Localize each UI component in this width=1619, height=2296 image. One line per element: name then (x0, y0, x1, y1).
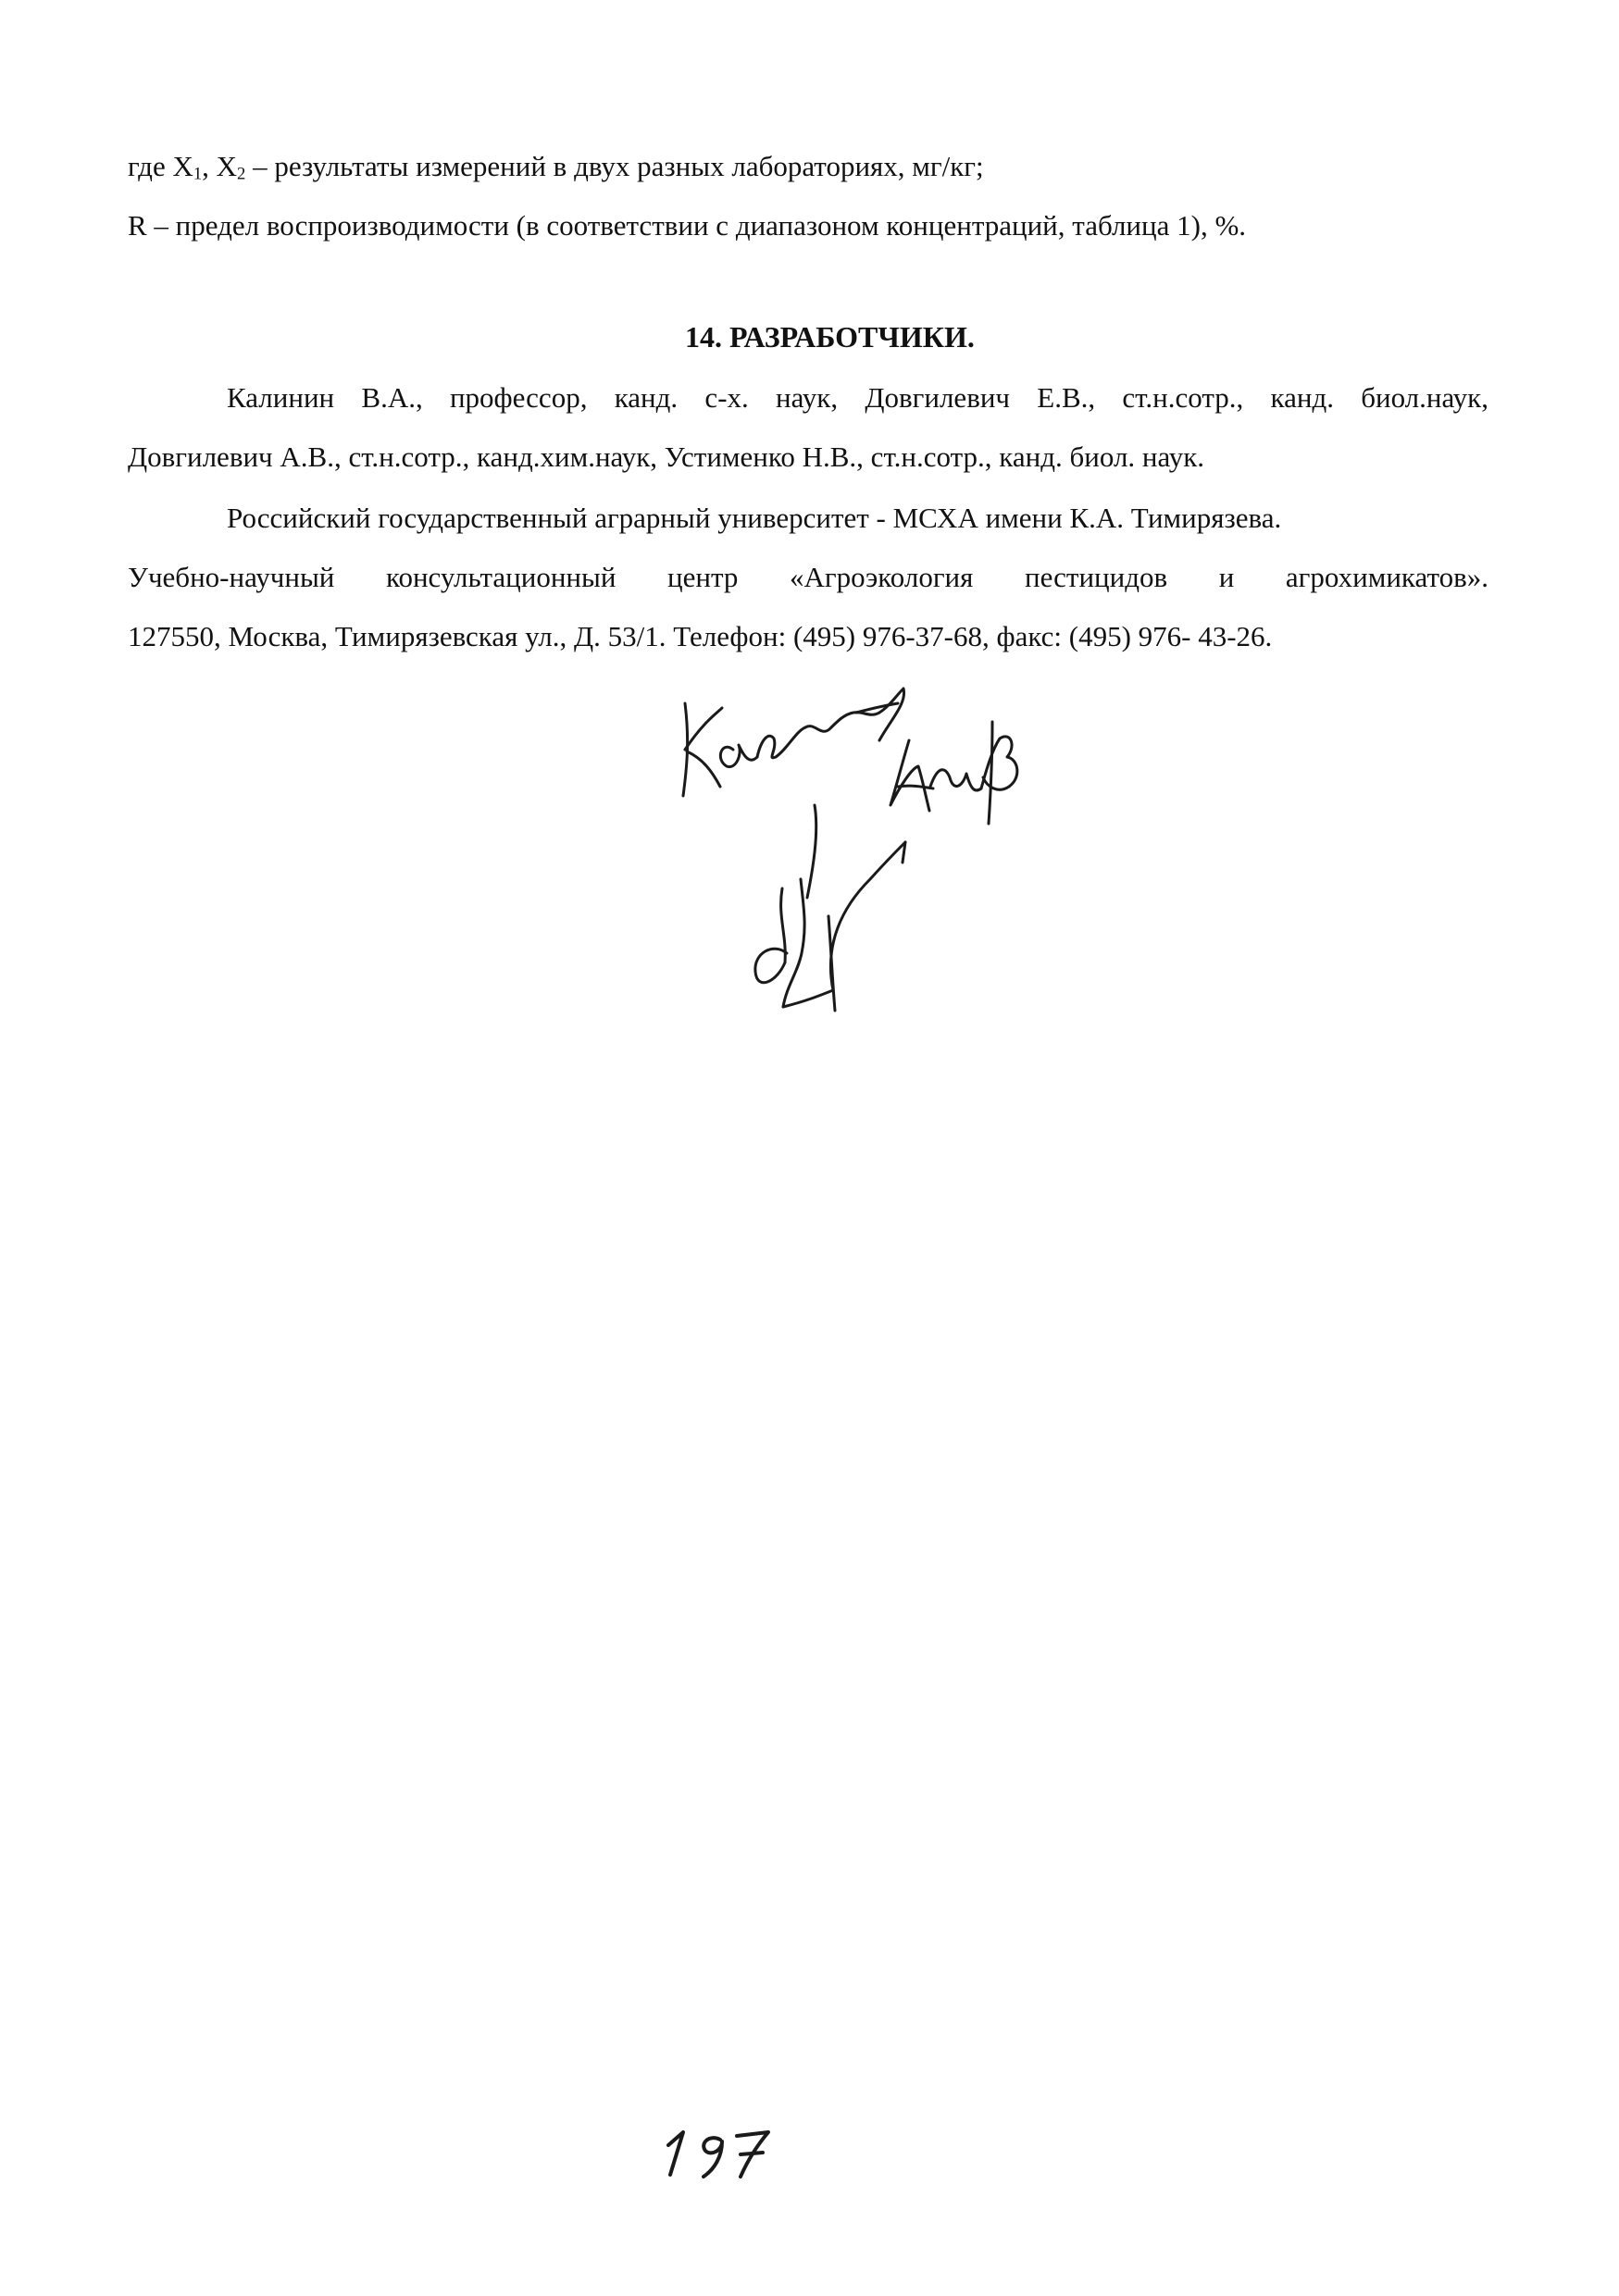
formula-note-r: R – предел воспроизводимости (в соответствии с диапазоном концентраций, таблица 1), %. (128, 209, 1247, 242)
x2-subscript: 2 (237, 164, 246, 184)
organization-line-1: Российский государственный аграрный университет - МСХА имени К.А. Тимирязева. (227, 502, 1282, 534)
x-mid: , X (202, 150, 238, 182)
section-title: 14. РАЗРАБОТЧИКИ. (685, 320, 975, 354)
organization-line-2: Учебно-научный консультационный центр «Агроэкология пестицидов и агрохимикатов». (128, 561, 1488, 593)
page-number (648, 2119, 796, 2184)
signatures-drawing (648, 648, 1129, 1055)
x-prefix: где X (128, 150, 193, 182)
developers-line-1: Калинин В.А., профессор, канд. с-х. наук, Довгилевич Е.В., ст.н.сотр., канд. биол.наук, (227, 381, 1488, 414)
organization-line-3: 127550, Москва, Тимирязевская ул., Д. 53/1. Телефон: (495) 976-37-68, факс: (495) 976- 43-26. (128, 620, 1273, 652)
signature-3 (890, 740, 929, 811)
handwritten-signatures (648, 648, 1129, 1055)
x-rest: – результаты измерений в двух разных лабораториях, мг/кг; (245, 150, 984, 182)
x1-subscript: 1 (193, 164, 203, 184)
developers-line-2: Довгилевич А.В., ст.н.сотр., канд.хим.наук, Устименко Н.В., ст.н.сотр., канд. биол. наук. (128, 441, 1204, 473)
page-number-drawing (648, 2119, 796, 2184)
formula-note-x (128, 148, 984, 185)
